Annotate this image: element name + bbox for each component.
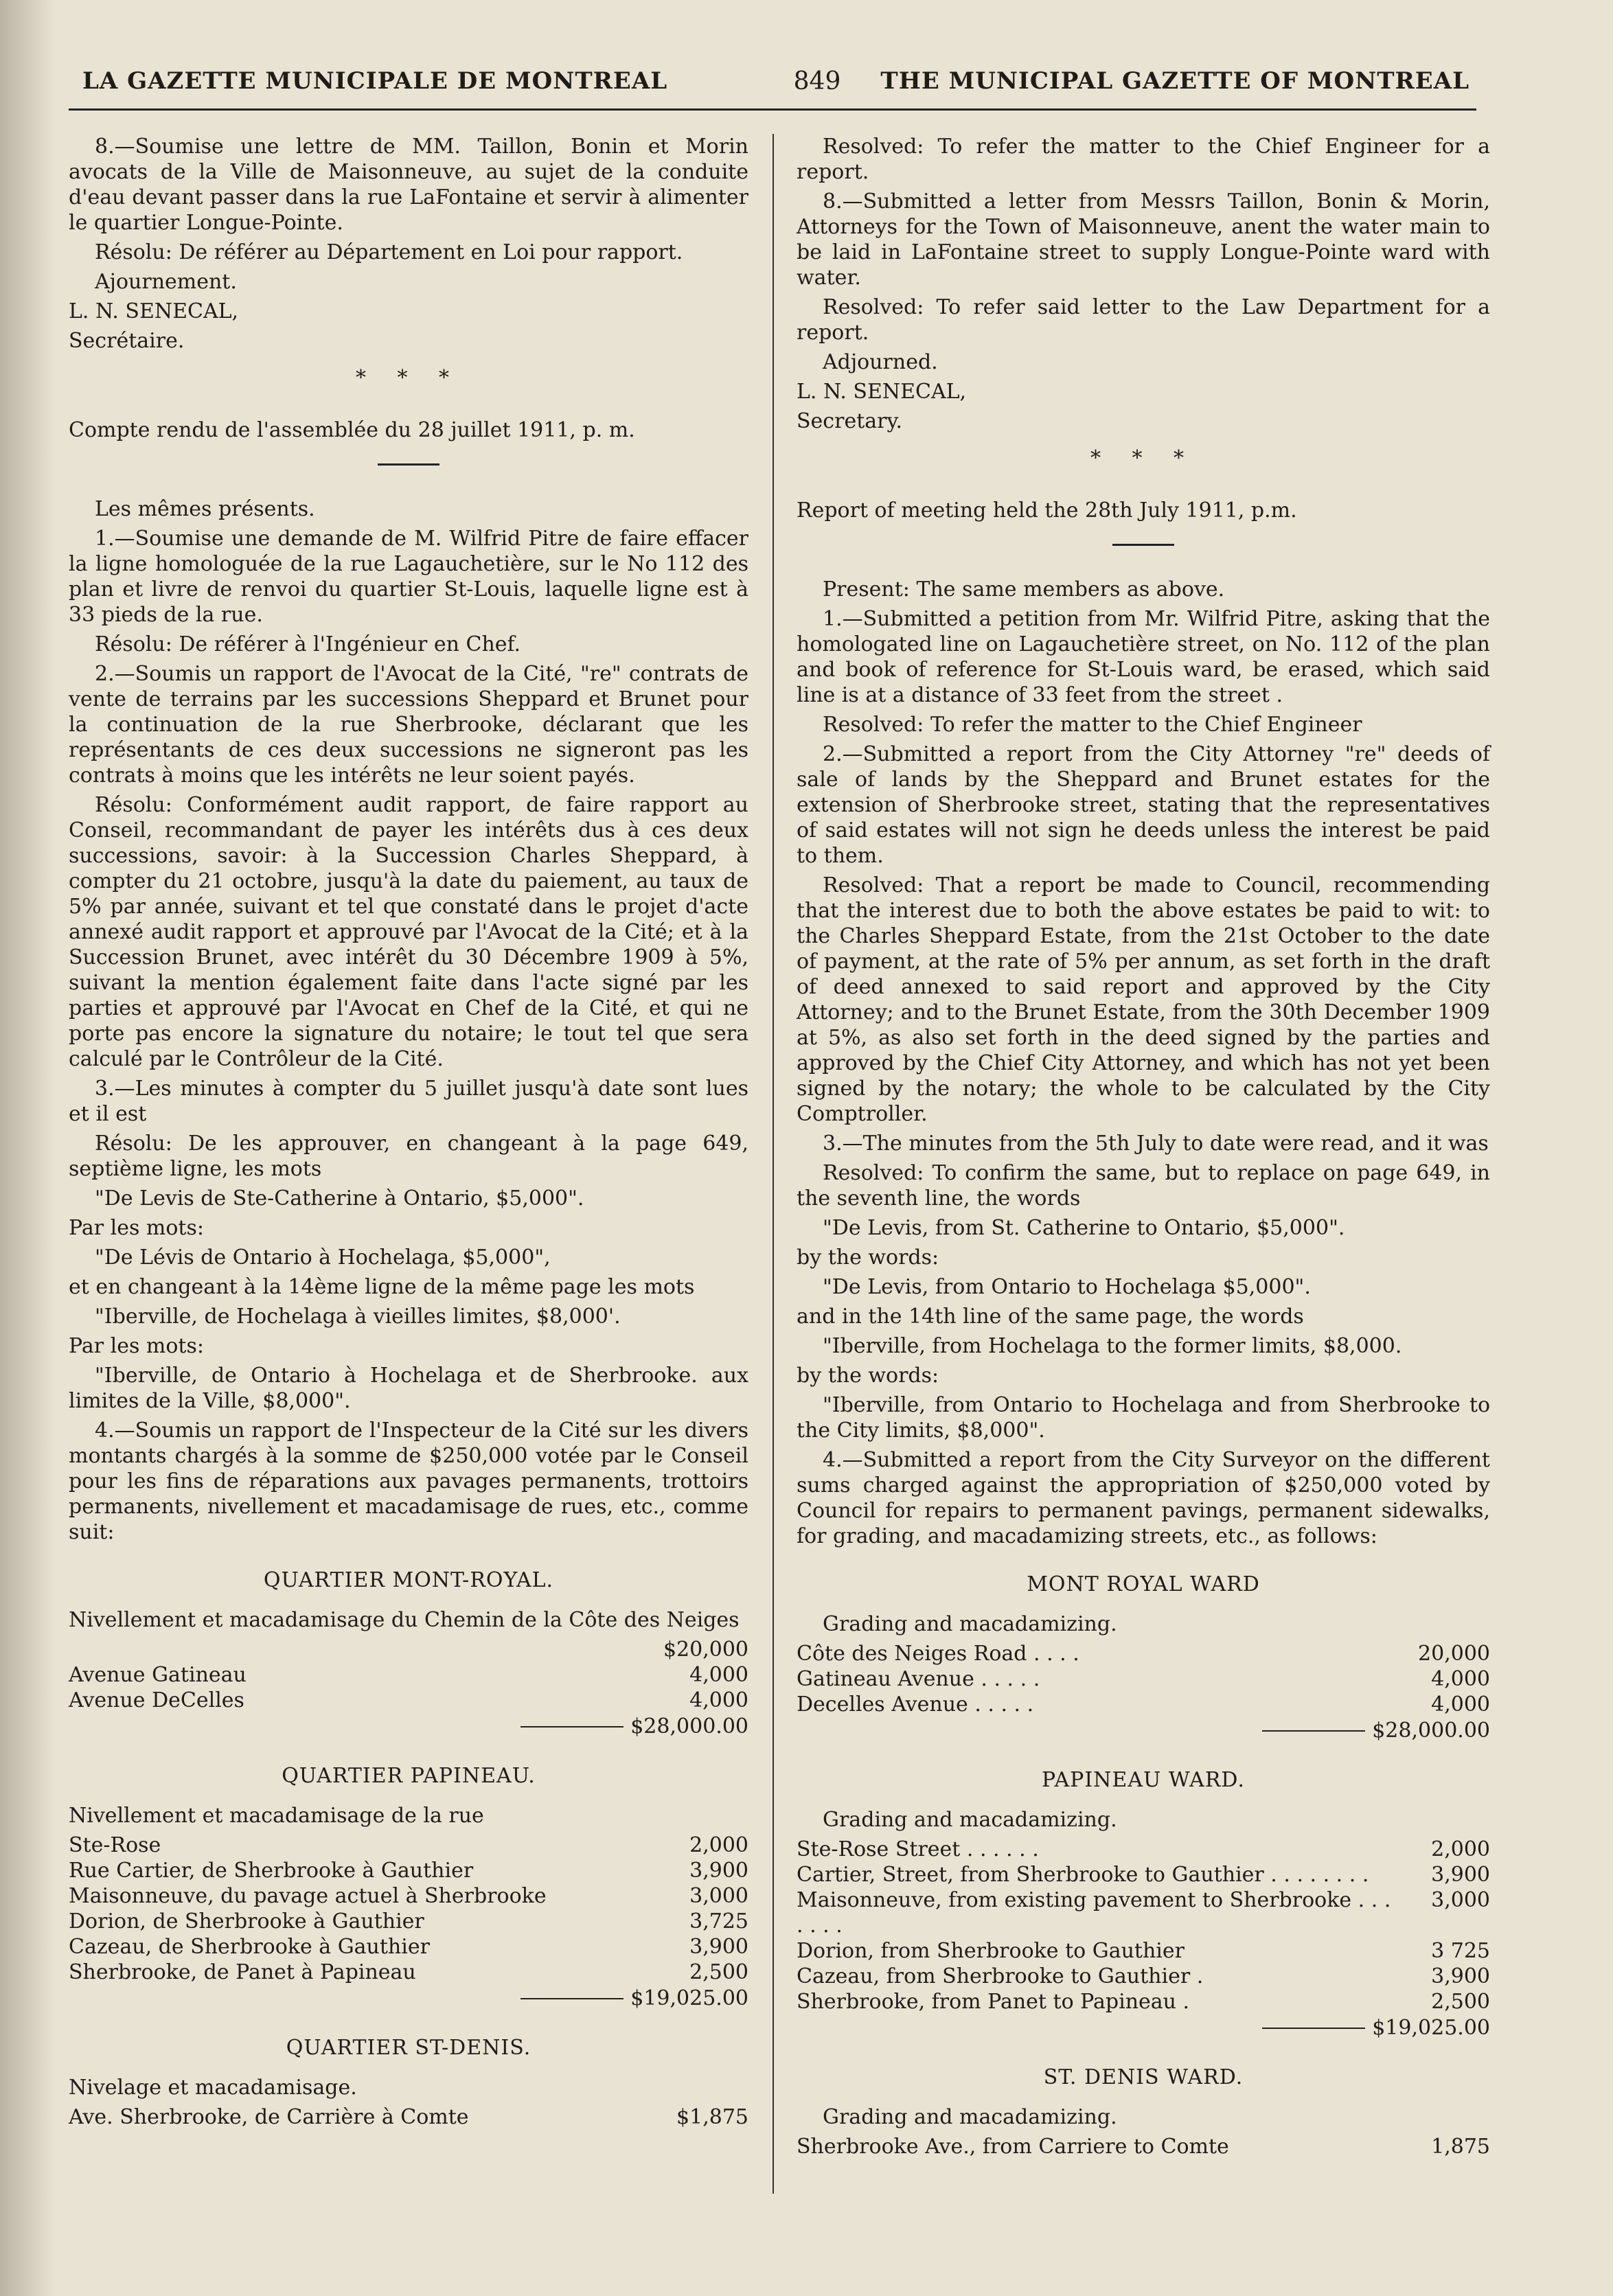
column-divider — [773, 134, 774, 2194]
page-gutter-shadow — [0, 0, 55, 2296]
fr-papineau-intro: Nivellement et macadamisage de la rue — [69, 1804, 484, 1828]
fr-st-denis-intro: Nivelage et macadamisage. — [69, 2076, 357, 2100]
list-item: Maisonneuve, from existing pavement to Sherbrooke . . . . . . . 3,000 — [797, 1888, 1490, 1938]
en-papineau-total: $19,025.00 — [797, 2014, 1490, 2042]
fr-item-1: 1.—Soumise une demande de M. Wilfrid Pitre de faire effacer la ligne homologuée de la rue Lagauchetière, sur le No 112 des plan et livre de renvoi du quartier St-Louis, laquelle ligne est à 33 pieds de la rue. — [69, 527, 748, 627]
fr-st-denis-heading: QUARTIER ST-DENIS. — [286, 2036, 531, 2060]
list-item: Gatineau Avenue . . . . . 4,000 — [797, 1667, 1490, 1691]
fr-separator-stars: * * * — [355, 366, 462, 390]
list-item: Cazeau, from Sherbrooke to Gauthier . 3,900 — [797, 1964, 1490, 1988]
header-title-english: THE MUNICIPAL GAZETTE OF MONTREAL — [880, 67, 1469, 95]
fr-par-les-1: Par les mots: — [69, 1216, 204, 1240]
en-present: Present: The same members as above. — [823, 577, 1225, 601]
en-by-the-words-2: by the words: — [797, 1364, 939, 1388]
en-resolution-1: Resolved: To refer the matter to the Chief Engineer — [823, 713, 1362, 737]
fr-quote-2: "De Lévis de Ontario à Hochelaga, $5,000", — [95, 1245, 551, 1270]
fr-mont-royal-total: $28,000.00 — [69, 1713, 748, 1741]
en-by-the-words-1: by the words: — [797, 1245, 939, 1270]
list-item: Decelles Avenue . . . . . 4,000 — [797, 1692, 1490, 1717]
en-resolution-2: Resolved: That a report be made to Council, recommending that the interest due to both the above estates be paid to wit: to the Charles Sheppard Estate, from the 21st October to the date of payment, at the rate of 5% per annum, as set forth in the draft of deed annexed to said report and approved by the City Attorney; and to the Brunet Estate, from the 30th December 1909 at 5%, as also set forth in the deed signed by the parties and approved by the Chief City Attorney, and which has not yet been signed by the notary; the whole to be calculated by the City Comptroller. — [797, 873, 1490, 1126]
english-column — [797, 134, 1490, 2159]
en-quote-3: "Iberville, from Hochelaga to the former limits, $8,000. — [823, 1334, 1402, 1358]
en-papineau-heading: PAPINEAU WARD. — [1042, 1768, 1245, 1792]
list-item: Côte des Neiges Road . . . . 20,000 — [797, 1642, 1490, 1666]
en-mont-royal-intro: Grading and macadamizing. — [823, 1612, 1117, 1636]
list-item: $20,000 — [663, 1638, 748, 1662]
list-item: Avenue DeCelles 4,000 — [69, 1688, 748, 1712]
page-number: 849 — [793, 67, 841, 95]
fr-mont-royal-list — [69, 1637, 748, 1713]
fr-report-title: Compte rendu de l'assemblée du 28 juillet 1911, p. m. — [69, 418, 635, 442]
list-item: Sherbrooke, de Panet à Papineau 2,500 — [69, 1960, 748, 1984]
en-mont-royal-heading: MONT ROYAL WARD — [1027, 1572, 1260, 1596]
header-title-french: LA GAZETTE MUNICIPALE DE MONTREAL — [82, 67, 668, 95]
fr-resolution-3: Résolu: De les approuver, en changeant à la page 649, septième ligne, les mots — [69, 1132, 748, 1181]
en-st-denis-heading: ST. DENIS WARD. — [1043, 2065, 1244, 2089]
fr-item-3: 3.—Les minutes à compter du 5 juillet jusqu'à date sont lues et il est — [69, 1077, 748, 1126]
list-item: Ste-Rose Street . . . . . . 2,000 — [797, 1837, 1490, 1861]
fr-resolution-1: Résolu: De référer à l'Ingénieur en Chef. — [95, 632, 521, 656]
en-st-denis-intro: Grading and macadamizing. — [823, 2105, 1117, 2129]
list-item: Rue Cartier, de Sherbrooke à Gauthier 3,900 — [69, 1859, 748, 1883]
fr-signature-name: L. N. SENECAL, — [69, 299, 239, 323]
en-item-8: 8.—Submitted a letter from Messrs Taillon, Bonin & Morin, Attorneys for the Town of Maisonneuve, anent the water main to be laid in LaFontaine street to supply Longue-Pointe ward with water. — [797, 190, 1490, 290]
fr-quote-1: "De Levis de Ste-Catherine à Ontario, $5,000". — [95, 1186, 584, 1210]
fr-et-en-changeant: et en changeant à la 14ème ligne de la même page les mots — [69, 1275, 695, 1299]
fr-adjournment: Ajournement. — [95, 270, 237, 294]
fr-item-4: 4.—Soumis un rapport de l'Inspecteur de la Cité sur les divers montants chargés à la somme de $250,000 votée par le Conseil pour les fins de réparations aux pavages permanents, trottoirs permanents, nivellement et macadamisage de rues, etc., comme suit: — [69, 1419, 748, 1544]
en-report-title: Report of meeting held the 28th July 1911, p.m. — [797, 498, 1297, 523]
en-item-4: 4.—Submitted a report from the City Surveyor on the different sums charged against the appropriation of $250,000 voted by Council for repairs to permanent pavings, permanent sidewalks, for grading, and macadamizing streets, etc., as follows: — [797, 1448, 1490, 1548]
page-header — [76, 67, 1469, 108]
en-resolution-8: Resolved: To refer said letter to the Law Department for a report. — [797, 295, 1490, 345]
list-item: Ave. Sherbrooke, de Carrière à Comte $1,875 — [69, 2105, 748, 2129]
fr-signature-title: Secrétaire. — [69, 329, 185, 353]
en-quote-4: "Iberville, from Ontario to Hochelaga and from Sherbrooke to the City limits, $8,000". — [797, 1393, 1490, 1443]
en-papineau-intro: Grading and macadamizing. — [823, 1808, 1117, 1832]
fr-quote-3: "Iberville, de Hochelaga à vieilles limites, $8,000'. — [95, 1305, 621, 1329]
fr-short-rule — [378, 463, 439, 466]
en-signature-title: Secretary. — [797, 409, 902, 433]
list-item: Dorion, from Sherbrooke to Gauthier 3 725 — [797, 1939, 1490, 1963]
fr-resolution-8: Résolu: De référer au Département en Loi pour rapport. — [95, 240, 683, 264]
fr-papineau-list — [69, 1833, 748, 1985]
french-column — [69, 134, 748, 2130]
list-item: Sherbrooke Ave., from Carriere to Comte 1,875 — [797, 2135, 1490, 2159]
en-adjourned: Adjourned. — [823, 350, 938, 374]
en-separator-stars: * * * — [1090, 446, 1197, 470]
en-mont-royal-total: $28,000.00 — [797, 1717, 1490, 1745]
en-short-rule — [1112, 544, 1174, 546]
list-item: Dorion, de Sherbrooke à Gauthier 3,725 — [69, 1909, 748, 1933]
fr-mont-royal-heading: QUARTIER MONT-ROYAL. — [263, 1568, 554, 1592]
list-item: Cazeau, de Sherbrooke à Gauthier 3,900 — [69, 1935, 748, 1959]
fr-mont-royal-intro: Nivellement et macadamisage du Chemin de la Côte des Neiges — [69, 1608, 740, 1632]
header-rule — [69, 108, 1476, 111]
fr-quote-4: "Iberville, de Ontario à Hochelaga et de Sherbrooke. aux limites de la Ville, $8,000". — [69, 1364, 748, 1413]
fr-present: Les mêmes présents. — [95, 497, 315, 521]
list-item: Sherbrooke, from Panet to Papineau . 2,500 — [797, 1990, 1490, 2014]
list-item: Cartier, Street, from Sherbrooke to Gauthier . . . . . . . . 3,900 — [797, 1863, 1490, 1887]
en-quote-2: "De Levis, from Ontario to Hochelaga $5,000". — [823, 1275, 1311, 1299]
en-item-2: 2.—Submitted a report from the City Attorney "re" deeds of sale of lands by the Sheppard and Brunet estates for the extension of Sherbrooke street, stating that the representatives of said estates will not sign he deeds unless the interest be paid to them. — [797, 742, 1490, 868]
en-resolution-7: Resolved: To refer the matter to the Chief Engineer for a report. — [797, 135, 1490, 184]
fr-resolution-2: Résolu: Conformément audit rapport, de faire rapport au Conseil, recommandant de payer les intérêts dus à ces deux successions, savoir: à la Succession Charles Sheppard, à compter du 21 octobre, jusqu'à la date du paiement, au taux de 5% par année, suivant et tel que constaté dans le projet d'acte annexé audit rapport et approuvé par l'Avocat de la Cité; et à la Succession Brunet, avec intérêt du 30 Décembre 1909 à 5%, suivant la mention également faite dans l'acte signé par les parties et approuvé par l'Avocat en Chef de la Cité, et qui ne porte pas encore la signature du notaire; le tout tel que sera calculé par le Contrôleur de la Cité. — [69, 793, 748, 1071]
list-item: Avenue Gatineau 4,000 — [69, 1663, 748, 1687]
en-resolution-3: Resolved: To confirm the same, but to replace on page 649, in the seventh line, the words — [797, 1161, 1490, 1210]
fr-papineau-heading: QUARTIER PAPINEAU. — [282, 1764, 536, 1788]
list-item: Maisonneuve, du pavage actuel à Sherbrooke 3,000 — [69, 1884, 748, 1908]
en-quote-1: "De Levis, from St. Catherine to Ontario, $5,000". — [823, 1216, 1345, 1240]
fr-item-8: 8.—Soumise une lettre de MM. Taillon, Bonin et Morin avocats de la Ville de Maisonneuve, au sujet de la conduite d'eau devant passer dans la rue LaFontaine et servir à alimenter le quartier Longue-Pointe. — [69, 135, 748, 235]
fr-item-2: 2.—Soumis un rapport de l'Avocat de la Cité, "re" contrats de vente de terrains par les successions Sheppard et Brunet pour la continuation de la rue Sherbrooke, déclarant que les représentants de ces deux successions ne signeront pas les contrats à moins que les intérêts ne leur soient payés. — [69, 662, 748, 788]
en-papineau-list — [797, 1837, 1490, 2014]
list-item: Ste-Rose 2,000 — [69, 1833, 748, 1857]
fr-papineau-total: $19,025.00 — [69, 1985, 748, 2012]
en-signature-name: L. N. SENECAL, — [797, 380, 967, 404]
en-item-3: 3.—The minutes from the 5th July to date were read, and it was — [823, 1132, 1489, 1156]
fr-par-les-2: Par les mots: — [69, 1334, 204, 1358]
en-item-1: 1.—Submitted a petition from Mr. Wilfrid Pitre, asking that the homologated line on Lagauchetière street, on No. 112 of the plan and book of reference for St-Louis ward, be erased, which said line is at a distance of 33 feet from the street . — [797, 607, 1490, 707]
en-mont-royal-list — [797, 1641, 1490, 1717]
en-and-in: and in the 14th line of the same page, the words — [797, 1305, 1304, 1329]
